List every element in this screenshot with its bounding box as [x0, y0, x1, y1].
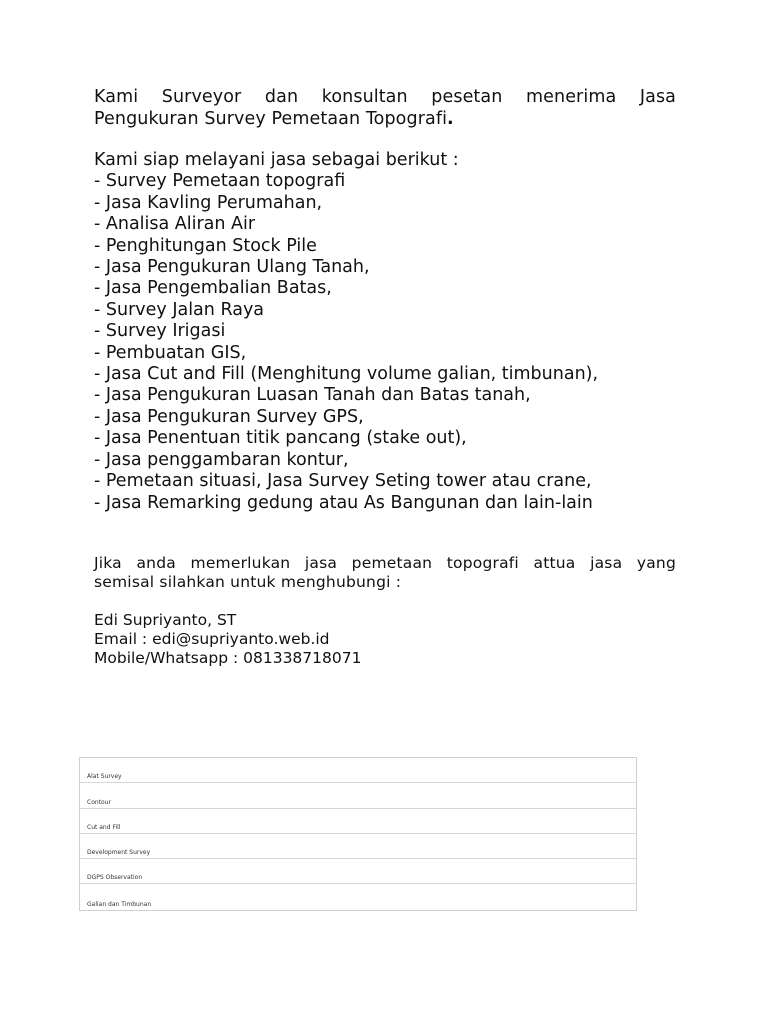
list-item: - Jasa Cut and Fill (Menghitung volume galian, timbunan),: [94, 364, 599, 385]
list-item: - Penghitungan Stock Pile: [94, 235, 317, 256]
table-cell: Development Survey: [87, 849, 151, 857]
list-item: - Jasa penggambaran kontur,: [94, 449, 349, 470]
list-item: - Jasa Pengembalian Batas,: [94, 278, 332, 299]
list-item: - Jasa Penentuan titik pancang (stake out),: [94, 428, 467, 449]
list-item: - Survey Pemetaan topografi: [94, 171, 346, 192]
services-section: [94, 150, 694, 514]
list-item: - Survey Jalan Raya: [94, 299, 265, 320]
contact-paragraph-line-1: Jika anda memerlukan jasa pemetaan topografi attua jasa yang: [94, 554, 676, 572]
intro-paragraph: [94, 86, 676, 130]
embedded-table: [79, 757, 637, 911]
intro-line-1: Kami Surveyor dan konsultan pesetan menerima Jasa: [94, 87, 676, 107]
services-list: [94, 171, 694, 514]
list-item: - Jasa Pengukuran Survey GPS,: [94, 406, 364, 427]
table-row: [80, 758, 636, 783]
contact-paragraph-line-2: semisal silahkan untuk menghubungi :: [94, 573, 402, 591]
list-item: - Survey Irigasi: [94, 321, 226, 342]
intro-line-2-period: .: [447, 109, 454, 129]
contact-name: Edi Supriyanto, ST: [94, 611, 237, 629]
table-cell: Alat Survey: [87, 773, 122, 781]
table-row: [80, 809, 636, 834]
services-heading: Kami siap melayani jasa sebagai berikut :: [94, 150, 459, 170]
table-cell: Cut and Fill: [87, 823, 121, 831]
intro-line-2: [94, 108, 676, 130]
contact-mobile[interactable]: Mobile/Whatsapp : 081338718071: [94, 649, 362, 667]
contact-email[interactable]: Email : edi@supriyanto.web.id: [94, 630, 330, 648]
table-row: [80, 834, 636, 859]
table-row: [80, 783, 636, 808]
list-item: - Jasa Remarking gedung atau As Bangunan dan lain-lain: [94, 492, 593, 513]
table-cell: Galian dan Timbunan: [87, 900, 152, 908]
contact-paragraph: [94, 554, 676, 592]
table-row: [80, 884, 636, 909]
spacer: [94, 592, 676, 611]
list-item: - Jasa Pengukuran Luasan Tanah dan Batas tanah,: [94, 385, 531, 406]
table-row: [80, 859, 636, 884]
list-item: - Pemetaan situasi, Jasa Survey Seting tower atau crane,: [94, 471, 592, 492]
list-item: - Analisa Aliran Air: [94, 214, 256, 235]
table-cell: DGPS Observation: [87, 874, 143, 882]
list-item: - Jasa Kavling Perumahan,: [94, 192, 323, 213]
list-item: - Pembuatan GIS,: [94, 342, 247, 363]
table-cell: Contour: [87, 798, 111, 806]
contact-section: [94, 554, 676, 668]
list-item: - Jasa Pengukuran Ulang Tanah,: [94, 257, 370, 278]
intro-line-2-text: Pengukuran Survey Pemetaan Topografi: [94, 109, 448, 129]
